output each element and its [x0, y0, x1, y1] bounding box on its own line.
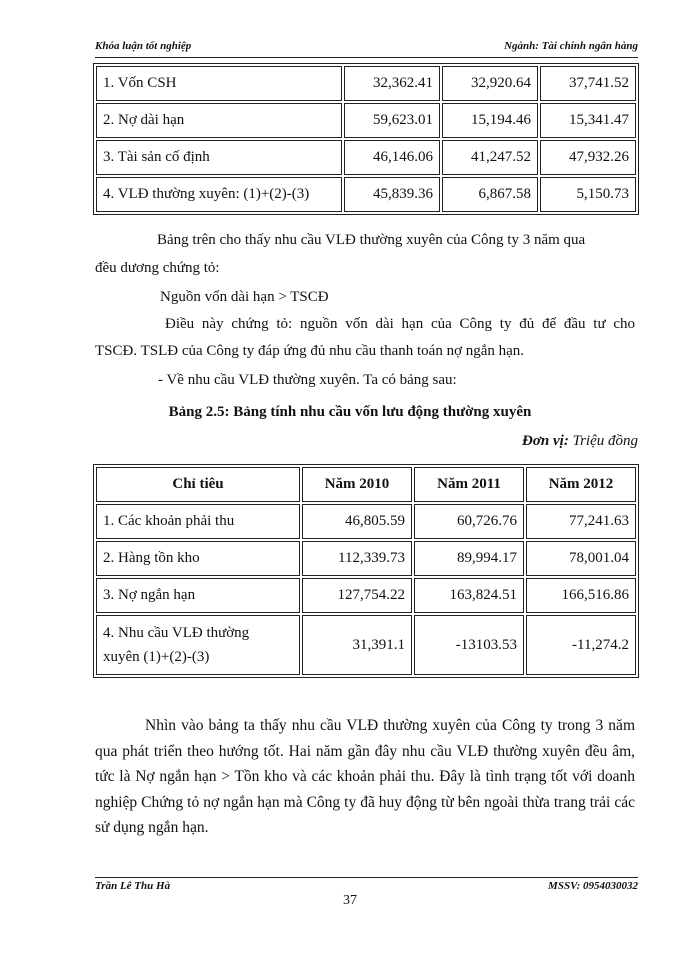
header-left: Khóa luận tốt nghiệp	[95, 40, 192, 52]
table-row: 2. Hàng tồn kho 112,339.73 89,994.17 78,001.04	[96, 541, 636, 576]
table-working-capital	[93, 464, 639, 678]
para1-line4: Điều này chứng tỏ: nguồn vốn dài hạn của Công ty đủ để đầu tư cho	[165, 316, 635, 332]
para1-line5: TSCĐ. TSLĐ của Công ty đáp ứng đủ nhu cầu thanh toán nợ ngắn hạn.	[95, 343, 525, 359]
column-header: Chỉ tiêu	[96, 467, 300, 502]
footer-student-id: MSSV: 0954030032	[548, 880, 638, 892]
para1-line1: Bảng trên cho thấy nhu cầu VLĐ thường xuyên của Công ty 3 năm qua	[157, 232, 586, 248]
unit-note	[522, 433, 638, 450]
para1-line2: đều dương chứng tỏ:	[95, 260, 220, 276]
table-row: 3. Tài sản cố định 46,146.06 41,247.52 47,932.26	[96, 140, 636, 175]
table-caption: Bảng 2.5: Bảng tính nhu cầu vốn lưu động thường xuyên	[168, 404, 532, 420]
table-row: 2. Nợ dài hạn 59,623.01 15,194.46 15,341.47	[96, 103, 636, 138]
header-divider	[95, 57, 638, 58]
footer-divider	[95, 877, 638, 878]
para1-line3: Nguồn vốn dài hạn > TSCĐ	[160, 289, 329, 305]
table-row: 4. VLĐ thường xuyên: (1)+(2)-(3) 45,839.36 6,867.58 5,150.73	[96, 177, 636, 212]
column-header: Năm 2011	[414, 467, 524, 502]
table-row: 4. Nhu cầu VLĐ thường xuyên (1)+(2)-(3) 31,391.1 -13103.53 -11,274.2	[96, 615, 636, 675]
page-header	[95, 40, 638, 56]
column-header: Năm 2010	[302, 467, 412, 502]
unit-value: Triệu đồng	[572, 433, 638, 449]
table-header-row	[96, 467, 636, 502]
table-row: 1. Các khoản phải thu 46,805.59 60,726.76 77,241.63	[96, 504, 636, 539]
page-number: 37	[343, 893, 357, 908]
column-header: Năm 2012	[526, 467, 636, 502]
header-right: Ngành: Tài chính ngân hàng	[504, 40, 638, 52]
footer-author: Trần Lê Thu Hà	[95, 880, 171, 892]
para1-line6: - Về nhu cầu VLĐ thường xuyên. Ta có bảng sau:	[158, 372, 457, 388]
table-row: 1. Vốn CSH 32,362.41 32,920.64 37,741.52	[96, 66, 636, 101]
conclusion-paragraph: Nhìn vào bảng ta thấy nhu cầu VLĐ thường xuyên của Công ty trong 3 năm qua phát triển theo hướng tốt. Hai năm gần đây nhu cầu VLĐ thường xuyên đều âm, tức là Nợ ngắn hạn > Tồn kho và các khoản phải thu. Đây là tình trạng tốt với doanh nghiệp Chứng tỏ nợ ngắn hạn mà Công ty đã huy động từ bên ngoài thừa trang trải các sử dụng ngắn hạn.	[95, 717, 635, 836]
table-row: 3. Nợ ngắn hạn 127,754.22 163,824.51 166,516.86	[96, 578, 636, 613]
unit-label: Đơn vị:	[522, 433, 569, 449]
table-long-term-capital	[93, 63, 639, 215]
